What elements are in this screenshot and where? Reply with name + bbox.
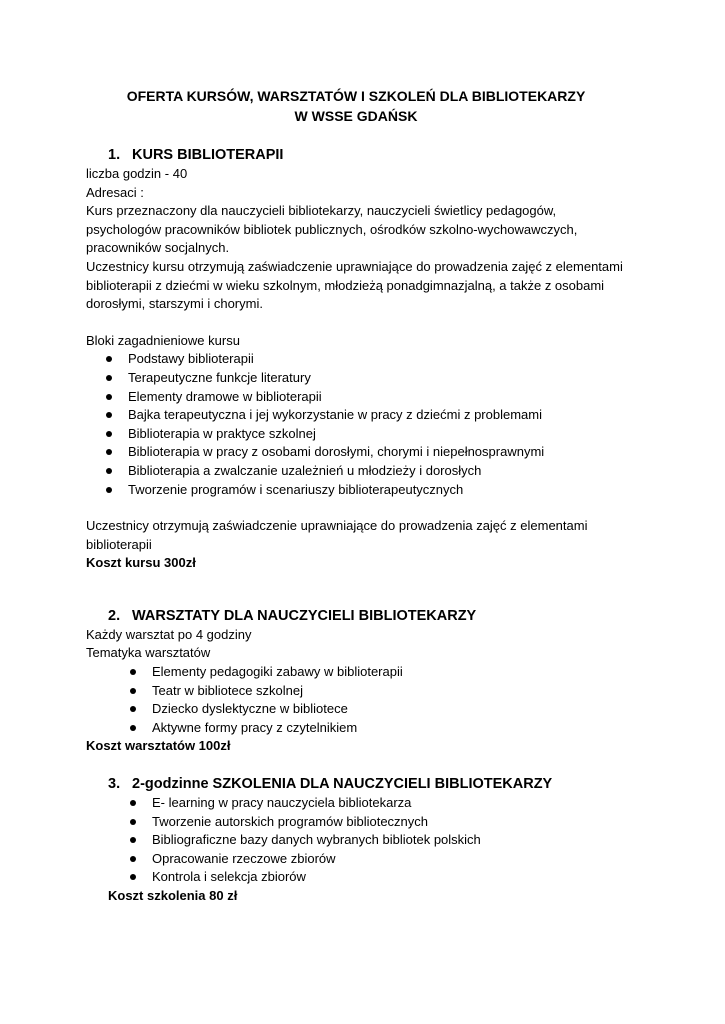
section-3-title: 2-godzinne SZKOLENIA DLA NAUCZYCIELI BIBLIOTEKARZY (132, 776, 553, 793)
document-title-line-1: OFERTA KURSÓW, WARSZTATÓW I SZKOLEŃ DLA BIBLIOTEKARZY (126, 88, 586, 104)
list-item: Tworzenie programów i scenariuszy biblioterapeutycznych (86, 481, 646, 500)
bullet-icon (106, 356, 112, 362)
section-2-hours: Każdy warsztat po 4 godziny (86, 626, 252, 642)
list-item: Elementy dramowe w biblioterapii (86, 388, 646, 407)
section-2-heading (86, 606, 646, 626)
bullet-icon (106, 468, 112, 474)
section-1-blocks-label: Bloki zagadnieniowe kursu (86, 332, 240, 348)
bullet-icon (106, 487, 112, 493)
bullet-icon (130, 669, 136, 675)
list-item: Biblioterapia w praktyce szkolnej (86, 425, 646, 444)
section-2-cost: Koszt warsztatów 100zł (86, 738, 231, 754)
list-item: Bibliograficzne bazy danych wybranych bibliotek polskich (86, 831, 646, 850)
list-item: Aktywne formy pracy z czytelnikiem (86, 719, 646, 738)
bullet-icon (106, 375, 112, 381)
section-3-cost: Koszt szkolenia 80 zł (108, 888, 238, 903)
bullet-icon (130, 874, 136, 880)
bullet-icon (106, 431, 112, 437)
bullet-icon (106, 449, 112, 455)
list-item: Tworzenie autorskich programów bibliotecznych (86, 813, 646, 832)
section-1-closing-line-2: biblioterapii (86, 536, 152, 552)
section-1-cost: Koszt kursu 300zł (86, 555, 196, 571)
section-1-closing-line-1: Uczestnicy otrzymują zaświadczenie uprawniające do prowadzenia zajęć z elementami (86, 518, 588, 534)
list-item: E- learning w pracy nauczyciela bibliotekarza (86, 794, 646, 813)
list-item: Biblioterapia a zwalczanie uzależnień u młodzieży i dorosłych (86, 462, 646, 481)
section-1-certificate-line-1: Uczestnicy kursu otrzymują zaświadczenie uprawniające do prowadzenia zajęć z elementami (86, 258, 623, 274)
section-3-number: 3. (108, 776, 121, 793)
section-1-audience-label: Adresaci : (86, 184, 144, 200)
section-3-heading (86, 774, 646, 794)
bullet-icon (130, 688, 136, 694)
section-1-certificate-line-2: biblioterapii z dziećmi w wieku szkolnym, młodzieżą ponadgimnazjalną, a także z osobami (86, 277, 605, 293)
list-item: Terapeutyczne funkcje literatury (86, 369, 646, 388)
section-1-number: 1. (108, 147, 121, 163)
section-1-hours: liczba godzin - 40 (86, 166, 188, 181)
section-2-title: WARSZTATY DLA NAUCZYCIELI BIBLIOTEKARZY (132, 607, 477, 624)
list-item: Dziecko dyslektyczne w bibliotece (86, 700, 646, 719)
list-item: Elementy pedagogiki zabawy w biblioterapii (86, 663, 646, 682)
section-1-audience-line-2: psychologów pracowników bibliotek publicznych, ośrodków szkolno-wychowawczych, (86, 221, 578, 237)
section-1-blocks-list (86, 350, 646, 499)
section-1-certificate-line-3: dorosłymi, starszymi i chorymi. (86, 296, 263, 312)
bullet-icon (130, 856, 136, 862)
list-item: Biblioterapia w pracy z osobami dorosłymi, chorymi i niepełnosprawnymi (86, 443, 646, 462)
section-1-audience-line-3: pracowników socjalnych. (86, 240, 230, 256)
bullet-icon (106, 394, 112, 400)
bullet-icon (130, 819, 136, 825)
section-1-heading (86, 145, 646, 165)
list-item: Bajka terapeutyczna i jej wykorzystanie w pracy z dziećmi z problemami (86, 406, 646, 425)
section-1-audience-line-1: Kurs przeznaczony dla nauczycieli bibliotekarzy, nauczycieli świetlicy pedagogów, (86, 203, 557, 219)
document-title-line-2: W WSSE GDAŃSK (294, 108, 418, 124)
section-2-topics-label: Tematyka warsztatów (86, 645, 211, 661)
list-item: Podstawy biblioterapii (86, 350, 646, 369)
list-item: Teatr w bibliotece szkolnej (86, 682, 646, 701)
list-item: Kontrola i selekcja zbiorów (86, 868, 646, 887)
bullet-icon (130, 725, 136, 731)
bullet-icon (130, 800, 136, 806)
section-2-topics-list (86, 663, 646, 737)
list-item: Opracowanie rzeczowe zbiorów (86, 850, 646, 869)
bullet-icon (130, 706, 136, 712)
document-page (86, 86, 646, 906)
bullet-icon (130, 837, 136, 843)
bullet-icon (106, 412, 112, 418)
section-1-title: KURS BIBLIOTERAPII (132, 147, 284, 163)
section-2-number: 2. (108, 607, 121, 624)
section-3-topics-list (86, 794, 646, 887)
